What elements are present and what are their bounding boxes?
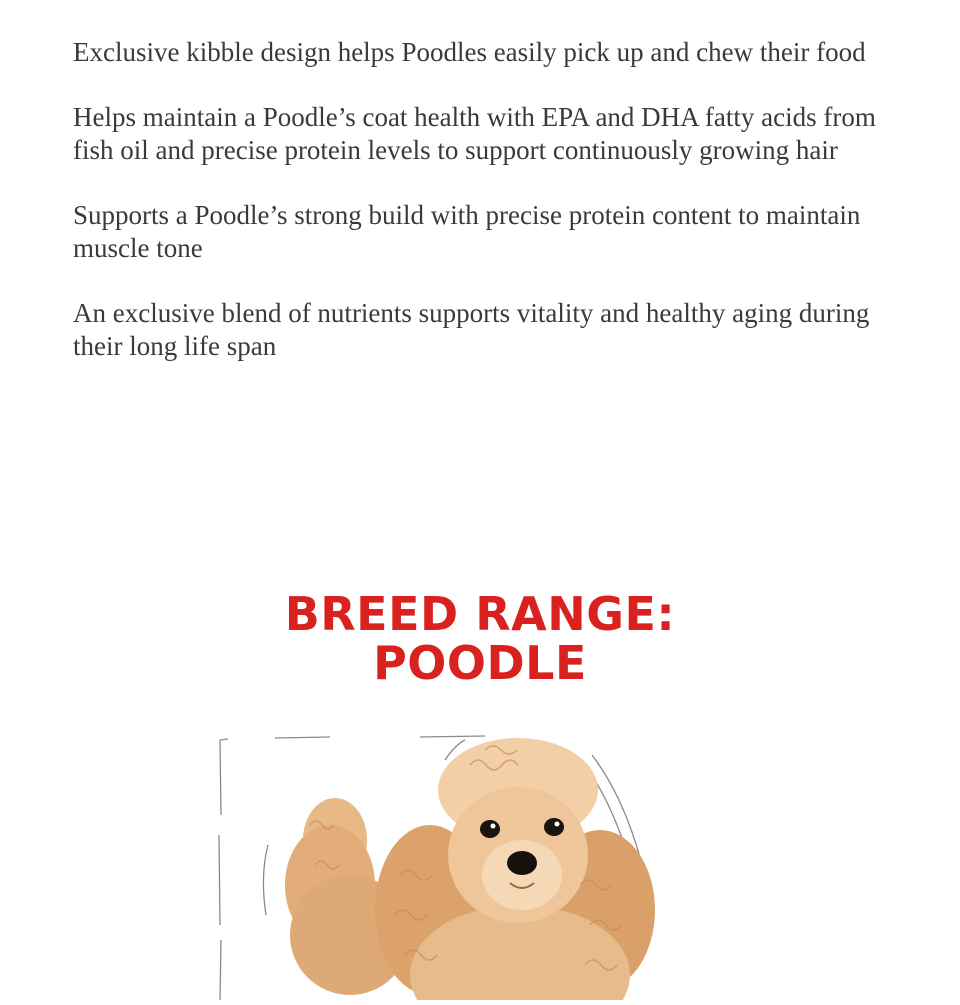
breed-range-heading (0, 587, 960, 690)
breed-range-title: BREED RANGE: (284, 587, 676, 641)
benefit-kibble-design: Exclusive kibble design helps Poodles easily pick up and chew their food (73, 37, 866, 67)
benefit-coat-health: Helps maintain a Poodle’s coat health with EPA and DHA fatty acids from fish oil and precise protein levels to support continuously growing hair (73, 102, 876, 165)
poodle-figure (285, 738, 655, 1000)
benefit-healthy-aging: An exclusive blend of nutrients supports vitality and healthy aging during their long life span (73, 298, 870, 361)
benefits-list (73, 36, 893, 395)
benefit-strong-build: Supports a Poodle’s strong build with precise protein content to maintain muscle tone (73, 200, 861, 263)
poodle-image (200, 725, 680, 1000)
breed-name-title: POODLE (373, 636, 587, 690)
